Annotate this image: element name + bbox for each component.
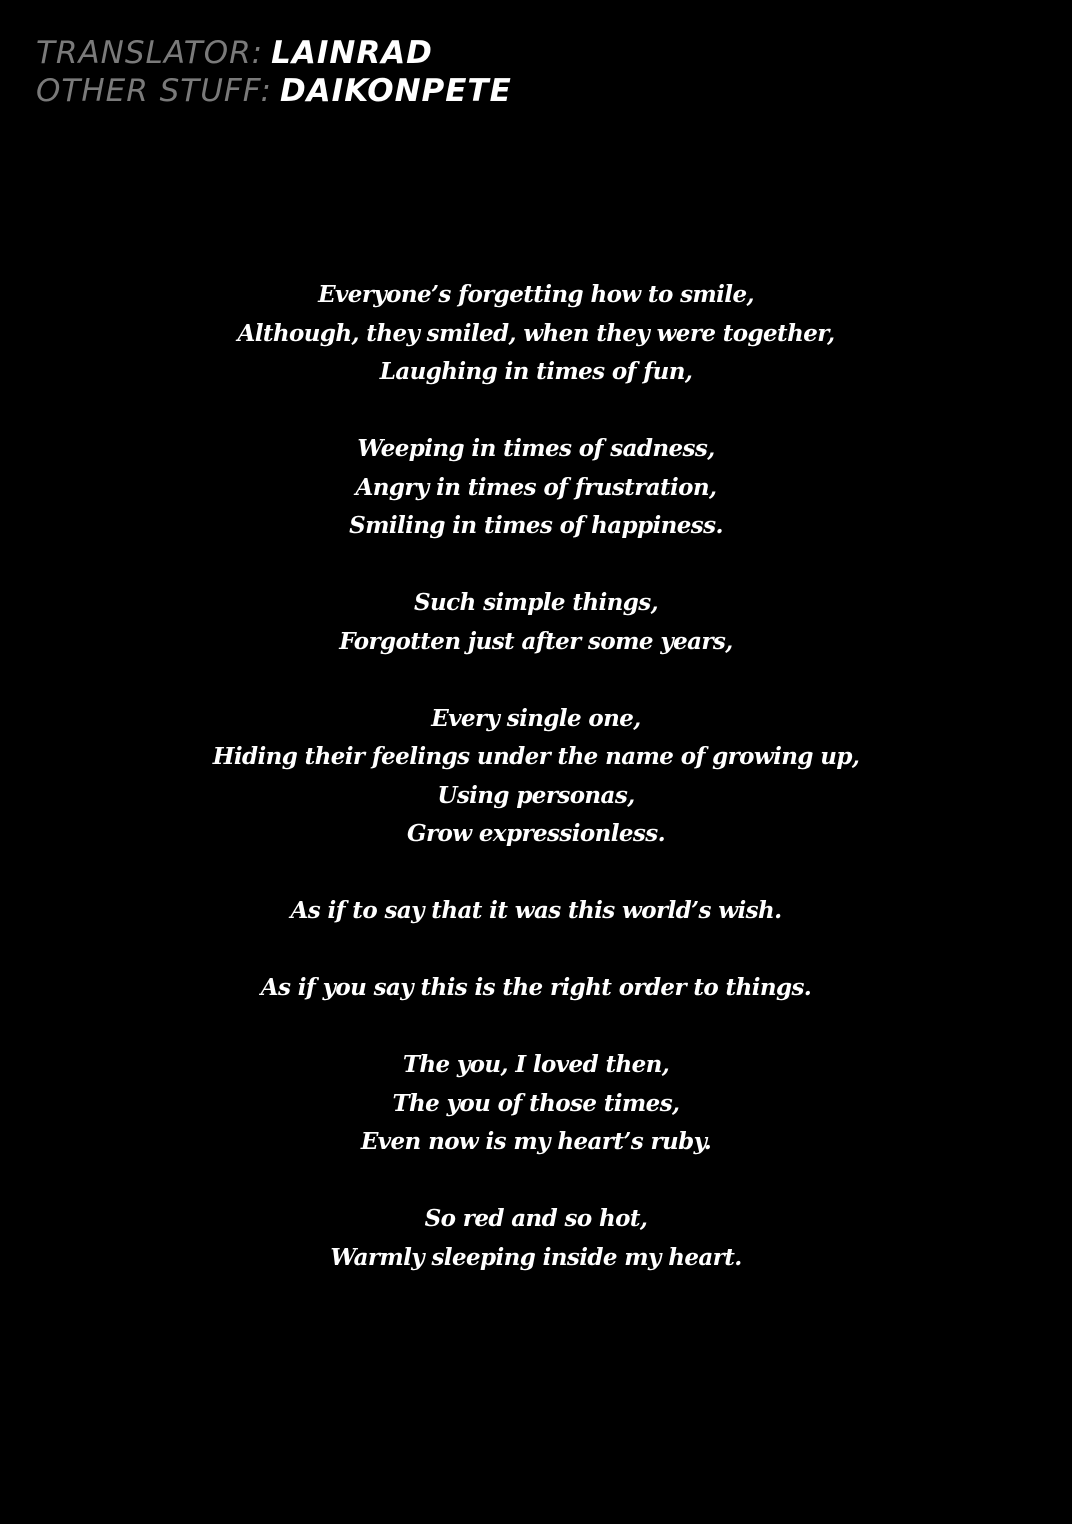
- poem-line: Grow expressionless.: [406, 820, 666, 847]
- poem-line: Although, they smiled, when they were together,: [237, 319, 835, 347]
- poem-stanza: [0, 584, 1072, 661]
- poem-stanza: [0, 1200, 1072, 1277]
- poem-line: As if to say that it was this world’s wish.: [290, 897, 782, 924]
- other-stuff-label: OTHER STUFF:: [36, 73, 272, 109]
- poem-line: So red and so hot,: [424, 1205, 648, 1232]
- poem-stanza: [0, 430, 1072, 546]
- poem-line: Everyone’s forgetting how to smile,: [318, 281, 754, 308]
- poem-line: Hiding their feelings under the name of growing up,: [212, 743, 860, 770]
- other-stuff-name: DAIKONPETE: [279, 73, 512, 109]
- poem-stanza: [0, 1046, 1072, 1162]
- other-stuff-credit: [36, 72, 512, 110]
- translator-name: LAINRAD: [271, 35, 433, 71]
- poem: [0, 276, 1072, 1277]
- poem-line: Every single one,: [431, 704, 641, 732]
- poem-line: Even now is my heart’s ruby.: [360, 1128, 712, 1155]
- translator-label: TRANSLATOR:: [36, 35, 264, 71]
- poem-stanza: [0, 892, 1072, 931]
- poem-line: Warmly sleeping inside my heart.: [330, 1243, 742, 1271]
- poem-line: Forgotten just after some years,: [339, 627, 733, 655]
- poem-stanza: [0, 969, 1072, 1008]
- poem-line: Using personas,: [437, 781, 635, 809]
- poem-line: Weeping in times of sadness,: [357, 435, 715, 462]
- poem-line: Laughing in times of fun,: [379, 358, 693, 385]
- poem-line: As if you say this is the right order to things.: [260, 974, 812, 1001]
- poem-line: Smiling in times of happiness.: [349, 512, 723, 539]
- poem-line: The you, I loved then,: [402, 1051, 670, 1078]
- poem-stanza: [0, 276, 1072, 392]
- poem-stanza: [0, 700, 1072, 854]
- poem-line: Angry in times of frustration,: [355, 473, 717, 501]
- translator-credit: [36, 34, 512, 72]
- poem-line: Such simple things,: [414, 589, 658, 616]
- poem-line: The you of those times,: [392, 1089, 680, 1117]
- credits-block: [36, 34, 512, 110]
